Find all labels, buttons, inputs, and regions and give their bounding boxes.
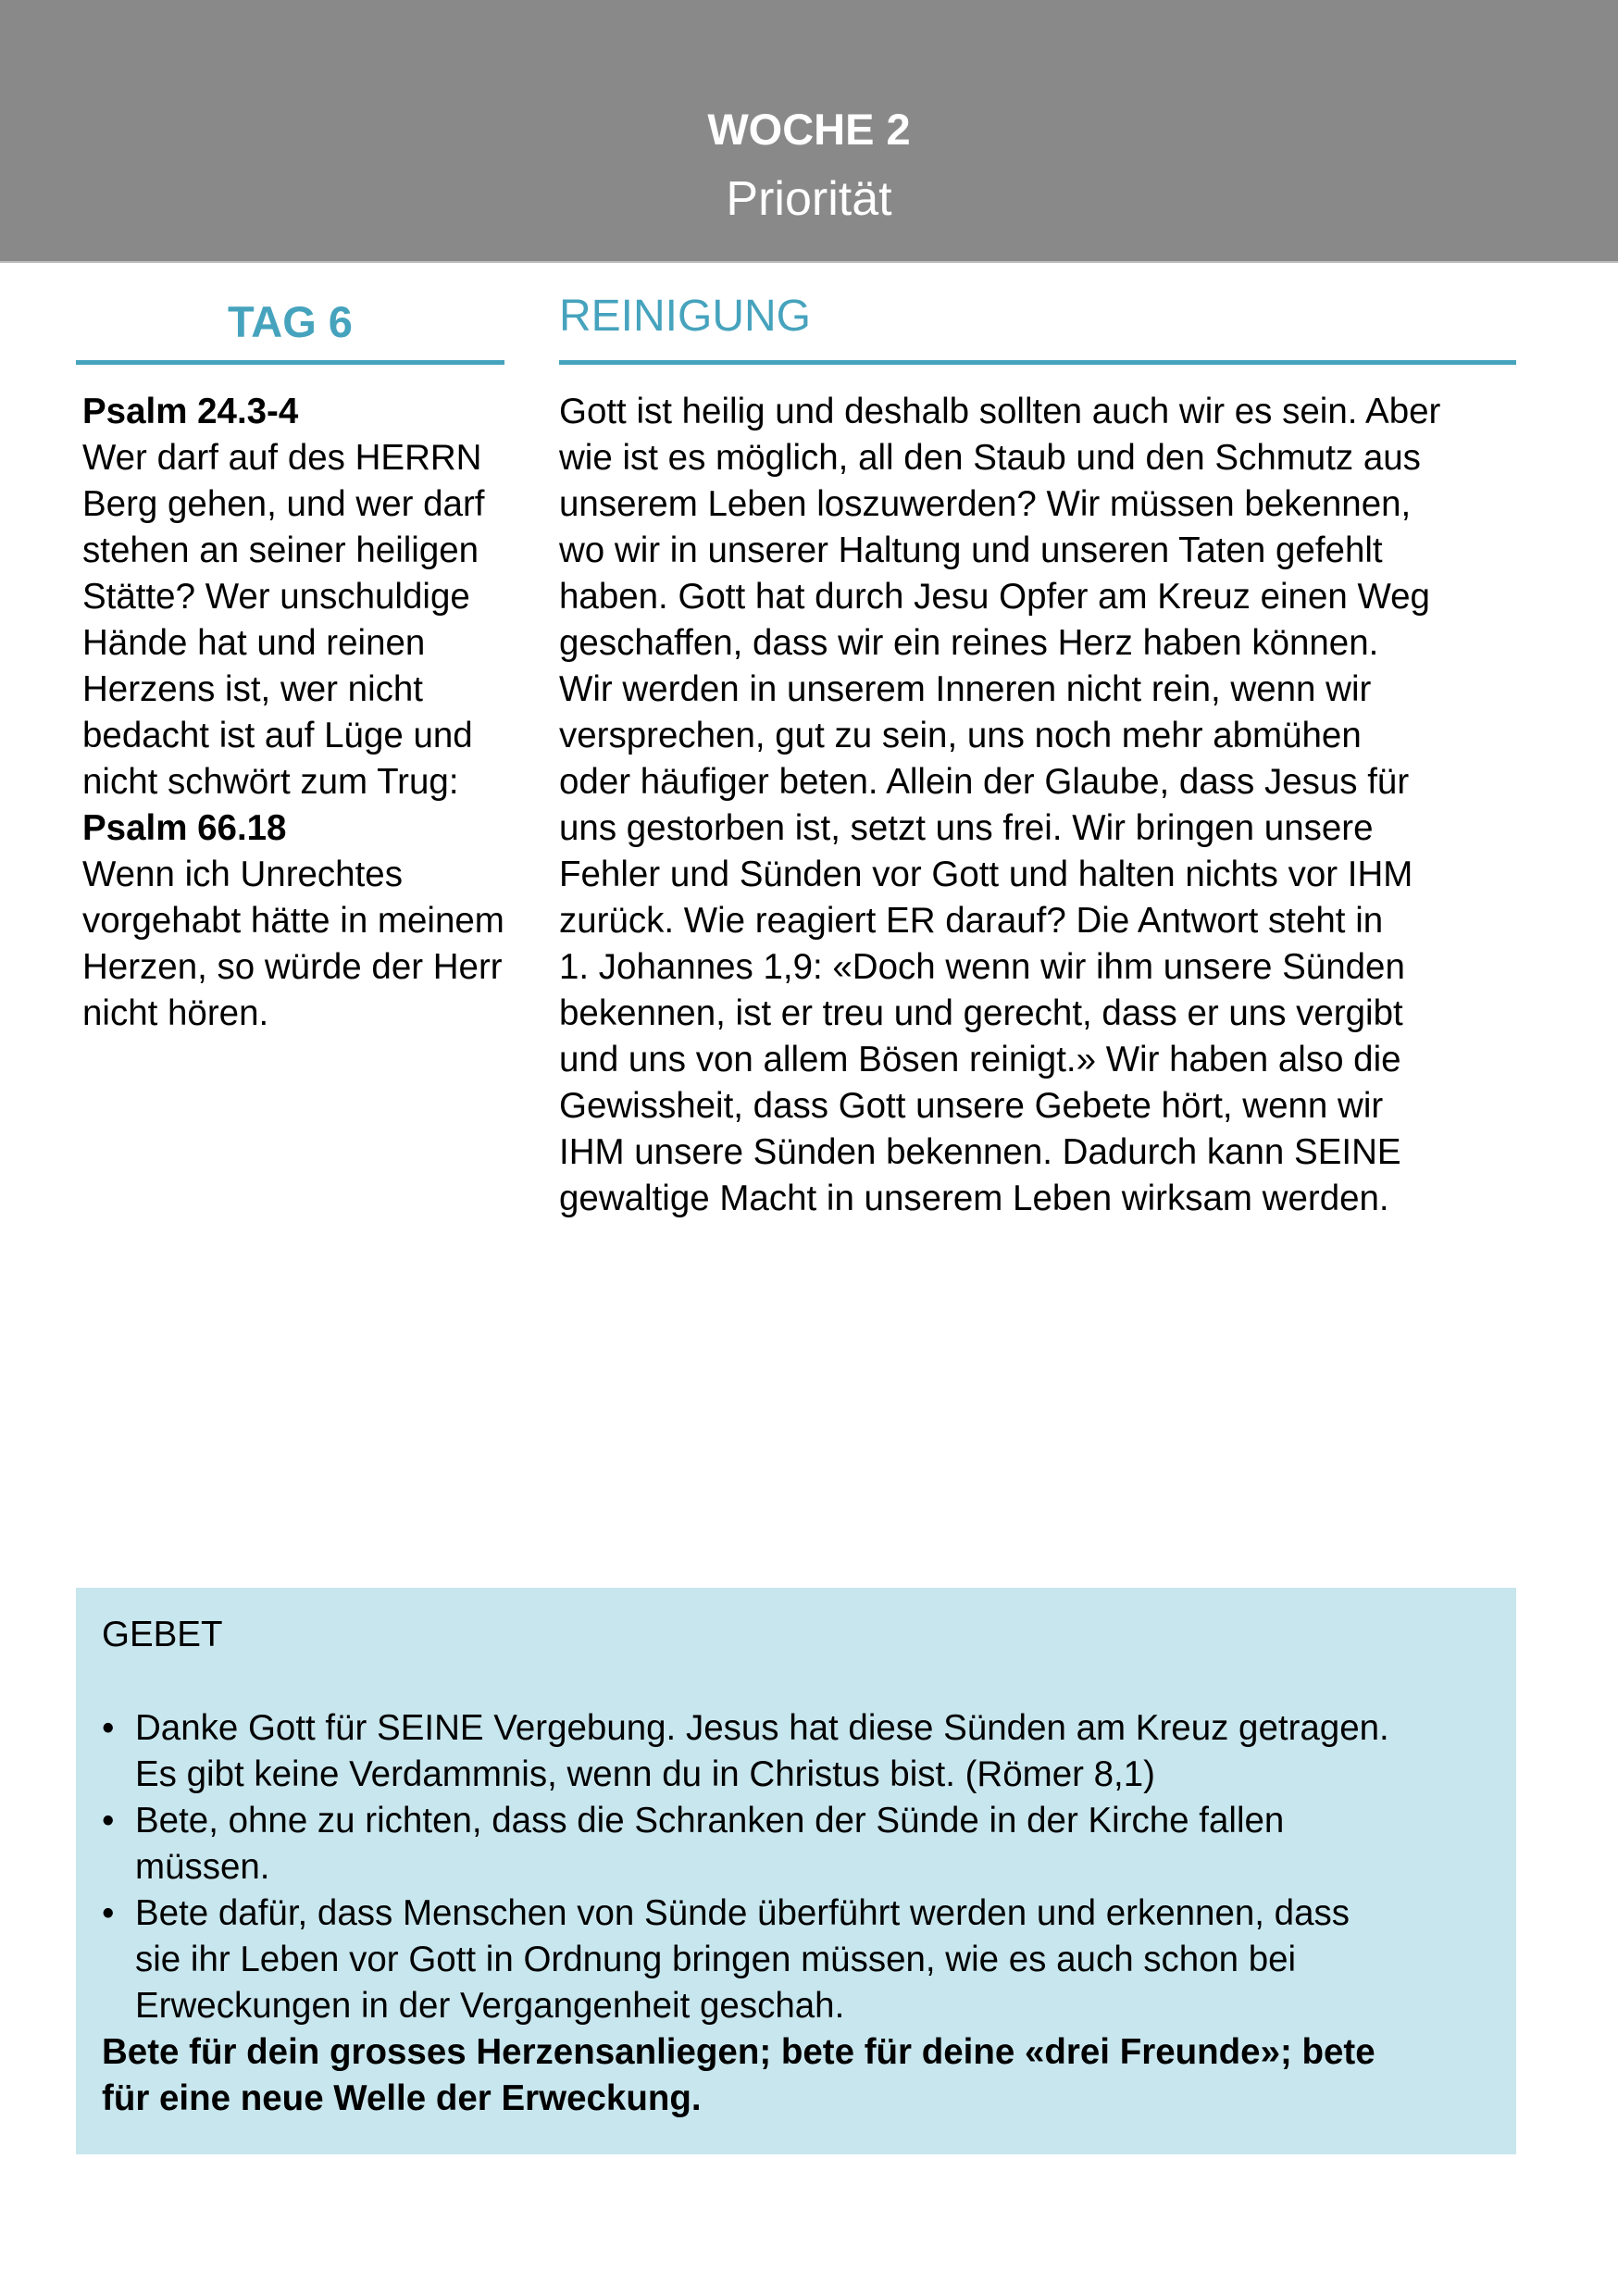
devotion-line: oder häufiger beten. Allein der Glaube, dass Jesus für (559, 762, 1410, 802)
prayer-item-line: sie ihr Leben vor Gott in Ordnung bringen müssen, wie es auch schon bei (135, 1940, 1297, 1979)
prayer-list (102, 1705, 1500, 2029)
prayer-item-line: Bete, ohne zu richten, dass die Schranken der Sünde in der Kirche fallen (135, 1801, 1285, 1841)
page-header (0, 0, 1618, 263)
prayer-item (102, 1798, 1500, 1890)
bullet-icon: • (102, 1708, 115, 1748)
devotion-line: bekennen, ist er treu und gerecht, dass er uns vergibt (559, 993, 1403, 1033)
prayer-item (102, 1890, 1500, 2029)
prayer-item-line: Es gibt keine Verdammnis, wenn du in Christus bist. (Römer 8,1) (135, 1754, 1155, 1794)
prayer-item-line: müssen. (135, 1847, 270, 1887)
devotion-line: und uns von allem Bösen reinigt.» Wir haben also die (559, 1040, 1401, 1079)
prayer-heading: GEBET (102, 1615, 223, 1654)
devotion-line: zurück. Wie reagiert ER darauf? Die Antwort steht in (559, 901, 1384, 941)
prayer-closing-line: für eine neue Welle der Erweckung. (102, 2078, 702, 2118)
bullet-icon: • (102, 1801, 115, 1841)
devotion-line: gewaltige Macht in unserem Leben wirksam werden. (559, 1179, 1389, 1218)
devotion-line: Gott ist heilig und deshalb sollten auch wir es sein. Aber (559, 392, 1441, 431)
prayer-item-line: Danke Gott für SEINE Vergebung. Jesus hat diese Sünden am Kreuz getragen. (135, 1708, 1389, 1748)
devotion-line: wo wir in unserer Haltung und unseren Taten gefehlt (559, 530, 1383, 570)
prayer-closing (102, 2029, 1500, 2122)
devotion-line: versprechen, gut zu sein, uns noch mehr abmühen (559, 716, 1362, 755)
scripture-reference: Psalm 24.3-4 (82, 392, 299, 431)
topic-title-divider (559, 360, 1516, 365)
devotion-line: Fehler und Sünden vor Gott und halten nichts vor IHM (559, 855, 1413, 894)
scripture-text: Wenn ich Unrechtes vorgehabt hätte in meinem Herzen, so würde der Herr nicht hören. (82, 855, 504, 1033)
day-title: TAG 6 (228, 297, 353, 346)
devotion-line: Wir werden in unserem Inneren nicht rein, wenn wir (559, 669, 1372, 709)
bullet-icon: • (102, 1893, 115, 1933)
week-theme: Priorität (726, 172, 892, 226)
devotion-text (559, 389, 1526, 1222)
devotion-line: 1. Johannes 1,9: «Doch wenn wir ihm unsere Sünden (559, 947, 1405, 987)
day-title-divider (76, 360, 504, 365)
devotion-line: uns gestorben ist, setzt uns frei. Wir bringen unsere (559, 808, 1374, 848)
prayer-closing-line: Bete für dein grosses Herzensanliegen; bete für deine «drei Freunde»; bete (102, 2032, 1375, 2072)
week-label: WOCHE 2 (707, 105, 911, 154)
devotion-line: Gewissheit, dass Gott unsere Gebete hört, wenn wir (559, 1086, 1384, 1126)
prayer-item-line: Bete dafür, dass Menschen von Sünde überführt werden und erkennen, dass (135, 1893, 1350, 1933)
prayer-item (102, 1705, 1500, 1798)
scripture-column (82, 389, 554, 1037)
scripture-text: Wer darf auf des HERRN Berg gehen, und wer darf stehen an seiner heiligen Stätte? Wer unschuldige Hände hat und reinen Herzens ist, wer nicht bedacht ist auf Lüge und nicht schwört zum Trug: (82, 438, 485, 802)
devotion-line: unserem Leben loszuwerden? Wir müssen bekennen, (559, 484, 1412, 524)
devotion-line: haben. Gott hat durch Jesu Opfer am Kreuz einen Weg (559, 577, 1430, 617)
scripture-reference: Psalm 66.18 (82, 808, 287, 848)
devotion-line: geschaffen, dass wir ein reines Herz haben können. (559, 623, 1379, 663)
devotion-line: IHM unsere Sünden bekennen. Dadurch kann SEINE (559, 1132, 1401, 1172)
prayer-item-line: Erweckungen in der Vergangenheit geschah. (135, 1986, 845, 2026)
devotion-line: wie ist es möglich, all den Staub und den Schmutz aus (559, 438, 1421, 478)
topic-title: REINIGUNG (559, 292, 812, 341)
prayer-box (76, 1588, 1516, 2154)
